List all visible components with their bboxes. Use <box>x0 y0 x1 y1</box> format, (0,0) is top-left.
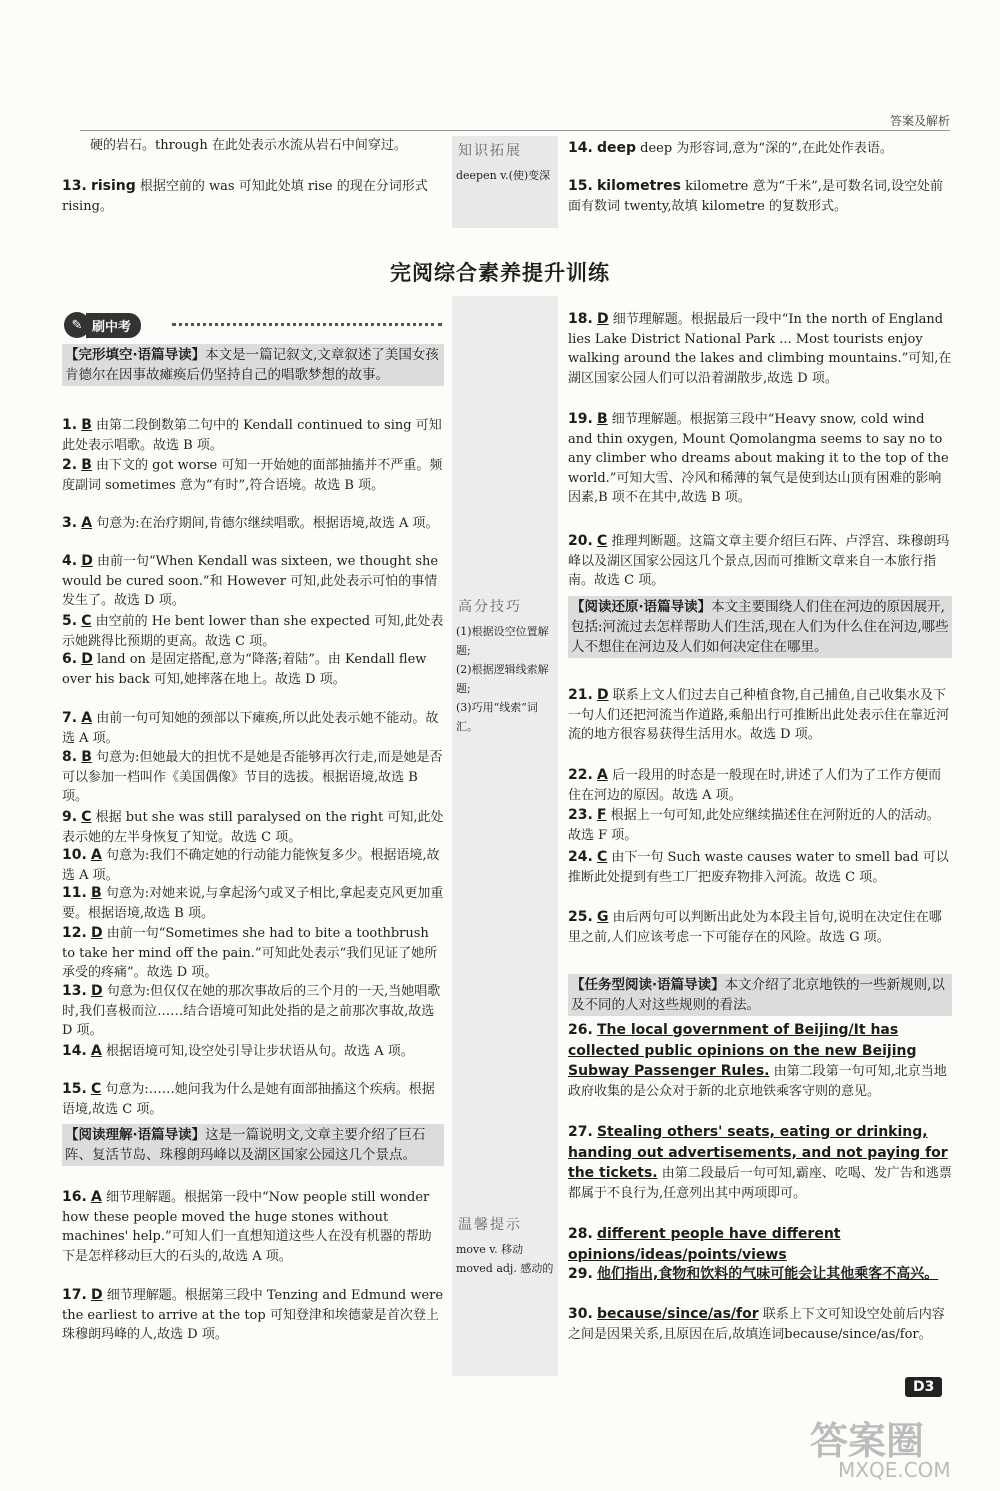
item-number: 10. <box>62 847 87 863</box>
item-number: 25. <box>568 909 593 925</box>
item-number: 22. <box>568 767 593 783</box>
list-item <box>62 552 444 611</box>
page-title: 完阅综合素养提升训练 <box>390 261 610 285</box>
item-explanation: 由前一句“When Kendall was sixteen, we thought she would be cured soon.”和 However 可知,此处表示可怕的事情发生了。故选 D 项。 <box>62 554 439 609</box>
item-answer: C <box>90 1081 102 1097</box>
list-item <box>62 1042 444 1062</box>
item-explanation: 句意为:我们不确定她的行动能力能恢复多少。根据语境,故选 A 项。 <box>62 848 440 883</box>
item-number: 27. <box>568 1124 593 1140</box>
list-item <box>62 709 444 748</box>
item-number: 15. <box>62 1081 87 1097</box>
item-number: 16. <box>62 1189 87 1205</box>
item-answer: D <box>81 651 93 667</box>
tips-box <box>452 592 558 742</box>
tip-line: moved adj. 感动的 <box>456 1262 554 1275</box>
guide-cloze <box>62 344 444 386</box>
item-answer: B <box>81 417 92 433</box>
item-number: 14. <box>568 140 593 156</box>
list-item <box>62 1080 444 1119</box>
item-explanation: land on 是固定搭配,意为“降落;着陆”。由 Kendall flew over his back 可知,她摔落在地上。故选 D 项。 <box>62 652 427 687</box>
item-number: 30. <box>568 1306 593 1322</box>
page-number: D3 <box>905 1377 942 1397</box>
box-text: deepen v.(使)变深 <box>456 169 551 182</box>
list-item <box>568 1122 952 1203</box>
item-number: 24. <box>568 849 593 865</box>
item-answer: different people have different opinions/ideas/points/views <box>568 1226 841 1263</box>
item-number: 2. <box>62 457 78 473</box>
badge-divider <box>172 323 442 326</box>
item-number: 15. <box>568 178 593 194</box>
item-answer: G <box>596 909 609 925</box>
item-explanation: 细节理解题。根据第三段中 Tenzing and Edmund were the earliest to arrive at the top 可知登津和埃德蒙是首次登上珠穆朗玛峰的人,故选 D 项。 <box>62 1288 444 1343</box>
item-explanation: 句意为:对她来说,与拿起汤勺或叉子相比,拿起麦克风更加重要。根据语境,故选 B 项。 <box>62 886 444 921</box>
tip-line: (1)根据设空位置解题; <box>456 625 549 657</box>
tip-line: move v. 移动 <box>456 1243 524 1256</box>
item-answer: D <box>90 925 103 941</box>
item-answer: C <box>81 613 92 629</box>
item-answer: 他们指出,食物和饮料的气味可能会让其他乘客不高兴。 <box>596 1266 939 1282</box>
item-number: 26. <box>568 1022 593 1038</box>
box-title: 高分技巧 <box>458 599 522 615</box>
knowledge-extension-box <box>452 136 558 228</box>
item-explanation: deep 为形容词,意为“深的”,在此处作表语。 <box>640 141 893 156</box>
list-item <box>568 1224 952 1265</box>
item-number: 13. <box>62 983 87 999</box>
item-number: 4. <box>62 553 78 569</box>
item-explanation: 后一段用的时态是一般现在时,讲述了人们为了工作方便而住在河边的原因。故选 A 项。 <box>568 768 942 803</box>
warm-tip-box <box>452 1210 558 1290</box>
item-answer: C <box>596 849 608 865</box>
item-answer: deep <box>596 140 636 156</box>
item-answer: kilometres <box>596 178 681 194</box>
header-divider <box>80 130 950 131</box>
item-answer: B <box>596 411 608 427</box>
guide-text: 本文介绍了北京地铁的一些新规则,以及不同的人对这些规则的看法。 <box>571 977 945 1013</box>
guide-tag: 【任务型阅读·语篇导读】 <box>571 977 725 993</box>
list-item <box>568 138 952 159</box>
item-number: 19. <box>568 411 593 427</box>
watermark-site: MXQE.COM <box>838 1458 951 1482</box>
item-number: 7. <box>62 710 78 726</box>
box-text <box>452 1236 558 1282</box>
item-number: 5. <box>62 613 78 629</box>
item-number: 6. <box>62 651 78 667</box>
section-badge <box>64 312 141 338</box>
list-item <box>62 456 444 495</box>
list-item <box>568 532 952 591</box>
list-item <box>568 766 952 805</box>
item-number: 14. <box>62 1043 87 1059</box>
item-answer: D <box>90 983 103 999</box>
item-explanation: 根据上一句可知,此处应继续描述住在河附近的人的活动。故选 F 项。 <box>568 808 940 843</box>
item-number: 29. <box>568 1266 593 1282</box>
guide-tag: 【完形填空·语篇导读】 <box>65 347 206 363</box>
item-number: 21. <box>568 687 593 703</box>
list-item <box>62 846 444 885</box>
tip-line: (3)巧用“线索”词汇。 <box>456 701 538 733</box>
item-answer: D <box>596 311 609 327</box>
item-explanation: 由后两句可以判断出此处为本段主旨句,说明在决定住在哪里之前,人们应该考虑一下可能存在的风险。故选 G 项。 <box>568 910 942 945</box>
list-item <box>568 908 952 947</box>
item-explanation: 句意为:……她问我为什么是她有面部抽搐这个疾病。根据语境,故选 C 项。 <box>62 1082 435 1117</box>
item-answer: A <box>90 1043 102 1059</box>
pen-icon: ✎ <box>64 312 90 338</box>
list-item <box>568 848 952 887</box>
list-item <box>568 1264 952 1285</box>
list-item <box>568 1020 952 1101</box>
guide-tag: 【阅读还原·语篇导读】 <box>571 599 712 615</box>
item-number: 8. <box>62 749 78 765</box>
item-answer: A <box>90 1189 102 1205</box>
list-item <box>62 176 444 216</box>
item-answer: D <box>596 687 609 703</box>
box-title: 知识拓展 <box>458 143 522 159</box>
item-explanation: 由前一句可知她的颈部以下瘫痪,所以此处表示她不能动。故选 A 项。 <box>62 711 439 746</box>
list-item <box>62 1188 444 1266</box>
top-continuation <box>90 136 442 156</box>
item-number: 18. <box>568 311 593 327</box>
item-answer: because/since/as/for <box>596 1306 759 1322</box>
item-number: 11. <box>62 885 87 901</box>
item-explanation: 根据空前的 was 可知此处填 rise 的现在分词形式 rising。 <box>62 179 428 214</box>
item-number: 23. <box>568 807 593 823</box>
item-answer: A <box>81 710 93 726</box>
item-answer: Stealing others' seats, eating or drinking, handing out advertisements, and not paying for the tickets. <box>568 1124 948 1182</box>
guide-task <box>568 974 952 1016</box>
item-answer: A <box>596 767 608 783</box>
item-number: 3. <box>62 515 78 531</box>
guide-text: 本文主要围绕人们住在河边的原因展开,包括:河流过去怎样帮助人们生活,现在人们为什么住在河边,哪些人不想住在河边及人们如何决定住在哪里。 <box>571 599 949 655</box>
item-explanation: 推理判断题。这篇文章主要介绍巨石阵、卢浮宫、珠穆朗玛峰以及湖区国家公园这几个景点,因而可推断文章来自一本旅行指南。故选 C 项。 <box>568 534 950 589</box>
item-explanation: 由第二段第一句可知,北京当地政府收集的是公众对于新的北京地铁乘客守则的意见。 <box>568 1064 947 1099</box>
item-answer: D <box>90 1287 103 1303</box>
item-explanation: 句意为:但仅仅在她的那次事故后的三个月的一天,当她唱歌时,我们喜极而泣……结合语境可知此处指的是之前那次事故,故选 D 项。 <box>62 984 441 1039</box>
item-explanation: 由下文的 got worse 可知一开始她的面部抽搐并不严重。频度副词 sometimes 意为“有时”,符合语境。故选 B 项。 <box>62 458 443 493</box>
item-number: 20. <box>568 533 593 549</box>
item-answer: C <box>81 809 92 825</box>
item-explanation: 细节理解题。根据第一段中“Now people still wonder how these people moved the huge stones without machines' help.”可知人们一直想知道这些人在没有机器的帮助下是怎样移动巨大的石头的,故选 A 项。 <box>62 1190 432 1264</box>
item-explanation: kilometre 意为“千米”,是可数名词,设空处前面有数词 twenty,故填 kilometre 的复数形式。 <box>568 179 944 214</box>
tip-line: (2)根据逻辑线索解题; <box>456 663 549 695</box>
list-item <box>62 612 444 651</box>
item-explanation: 细节理解题。根据第三段中“Heavy snow, cold wind and thin oxygen, Mount Qomolangma seems to say no to any climber who dreams about making it to the top of the world.”可知大雪、冷风和稀薄的氧气是使到达山顶有困难的影响因素,B 项不在其中,故选 B 项。 <box>568 412 949 506</box>
guide-reading <box>62 1124 444 1166</box>
item-answer: The local government of Beijing/It has collected public opinions on the new Beijing Subway Passenger Rules. <box>568 1022 917 1080</box>
list-item <box>62 982 444 1041</box>
item-explanation: 根据 but she was still paralysed on the right 可知,此处表示她的左半身恢复了知觉。故选 C 项。 <box>62 810 444 845</box>
item-explanation: 由下一句 Such waste causes water to smell bad 可以推断此处提到有些工厂把废弃物排入河流。故选 C 项。 <box>568 850 949 885</box>
guide-text: 这是一篇说明文,文章主要介绍了巨石阵、复活节岛、珠穆朗玛峰以及湖区国家公园这几个景点。 <box>65 1127 426 1163</box>
item-number: 28. <box>568 1226 593 1242</box>
item-answer: B <box>81 457 92 473</box>
list-item <box>62 884 444 923</box>
box-text <box>452 618 558 740</box>
item-number: 17. <box>62 1287 87 1303</box>
item-answer: rising <box>90 178 136 194</box>
list-item <box>62 924 444 983</box>
section-header: 答案及解析 <box>889 114 950 128</box>
list-item <box>62 650 444 689</box>
list-item <box>568 806 952 845</box>
item-explanation: 由前一句“Sometimes she had to bite a toothbrush to take her mind off the pain.”可知此处表示“我们见证了她所承受的疼痛”。故选 D 项。 <box>62 926 438 981</box>
item-explanation: 由空前的 He bent lower than she expected 可知,此处表示她跳得比预期的更高。故选 C 项。 <box>62 614 444 649</box>
item-answer: D <box>81 553 93 569</box>
continuation-text: 硬的岩石。through 在此处表示水流从岩石中间穿过。 <box>90 138 407 153</box>
list-item <box>568 1304 952 1344</box>
list-item <box>62 748 444 807</box>
list-item <box>568 410 952 508</box>
item-number: 12. <box>62 925 87 941</box>
item-answer: B <box>81 749 92 765</box>
item-explanation: 句意为:但她最大的担忧不是她是否能够再次行走,而是她是否可以参加一档叫作《美国偶像》节目的选拔。根据语境,故选 B 项。 <box>62 750 443 805</box>
guide-reconstruction <box>568 596 952 658</box>
item-number: 13. <box>62 178 87 194</box>
item-explanation: 由第二段倒数第二句中的 Kendall continued to sing 可知此处表示唱歌。故选 B 项。 <box>62 418 442 453</box>
list-item <box>62 514 444 534</box>
item-answer: A <box>81 515 93 531</box>
item-answer: A <box>90 847 102 863</box>
item-explanation: 联系上文人们过去自己种植食物,自己捕鱼,自己收集水及下一句人们还把河流当作道路,乘船出行可推断出此处表示住在靠近河流的地方很容易获得生活用水。故选 D 项。 <box>568 688 950 743</box>
item-answer: C <box>596 533 608 549</box>
item-explanation: 根据语境可知,设空处引导让步状语从句。故选 A 项。 <box>105 1044 414 1059</box>
item-explanation: 联系上下文可知设空处前后内容之间是因果关系,且原因在后,故填连词because/since/as/for。 <box>568 1307 945 1342</box>
guide-tag: 【阅读理解·语篇导读】 <box>65 1127 206 1143</box>
item-explanation: 细节理解题。根据最后一段中“In the north of England lies Lake District National Park ... Most tourists enjoy walking around the lakes and climbing mountains.”可知,在湖区国家公园人们可以沿着湖散步,故选 D 项。 <box>568 312 952 386</box>
list-item <box>568 176 952 216</box>
badge-label: 刷中考 <box>86 313 141 338</box>
item-explanation: 由第二段最后一句可知,霸座、吃喝、发广告和逃票都属于不良行为,任意列出其中两项即可。 <box>568 1166 952 1201</box>
item-number: 1. <box>62 417 78 433</box>
list-item <box>62 416 444 455</box>
guide-text: 本文是一篇记叙文,文章叙述了美国女孩肯德尔在因事故瘫痪后仍坚持自己的唱歌梦想的故事。 <box>65 347 439 383</box>
watermark-logo: 答案圈 <box>810 1419 925 1463</box>
list-item <box>62 808 444 847</box>
box-title: 温馨提示 <box>458 1217 522 1233</box>
item-explanation: 句意为:在治疗期间,肯德尔继续唱歌。根据语境,故选 A 项。 <box>96 516 439 531</box>
list-item <box>568 686 952 745</box>
item-answer: F <box>596 807 607 823</box>
list-item <box>568 310 952 388</box>
list-item <box>62 1286 444 1345</box>
item-answer: B <box>90 885 102 901</box>
item-number: 9. <box>62 809 78 825</box>
